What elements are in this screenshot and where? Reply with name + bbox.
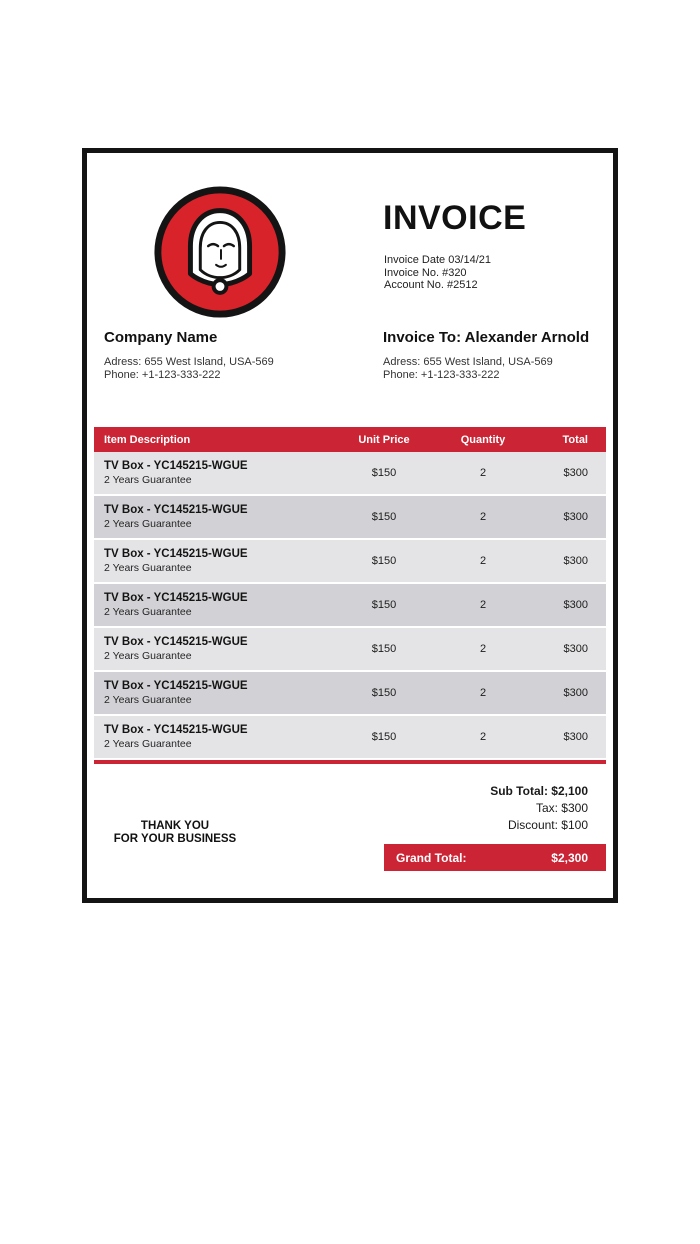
item-name: TV Box - YC145215-WGUE	[104, 548, 248, 560]
item-guarantee: 2 Years Guarantee	[104, 518, 192, 530]
item-total: $300	[563, 511, 588, 523]
item-unit-price: $150	[371, 467, 397, 479]
header-quantity: Quantity	[460, 433, 506, 446]
thank-you-line1: THANK YOU	[140, 820, 210, 832]
item-quantity: 2	[479, 511, 487, 523]
grand-total-bar	[384, 844, 606, 871]
table-header-row	[94, 427, 606, 452]
header-item-description: Item Description	[104, 433, 191, 446]
bill-to-name: Invoice To: Alexander Arnold	[383, 329, 590, 346]
invoice-number: Invoice No. #320	[384, 266, 467, 279]
table-row	[94, 452, 606, 496]
item-guarantee: 2 Years Guarantee	[104, 606, 192, 618]
thank-you-note	[87, 820, 263, 846]
item-quantity: 2	[479, 731, 487, 743]
item-quantity: 2	[479, 599, 487, 611]
item-unit-price: $150	[371, 555, 397, 567]
item-unit-price: $150	[371, 687, 397, 699]
company-block	[104, 329, 274, 382]
item-total: $300	[563, 555, 588, 567]
item-name: TV Box - YC145215-WGUE	[104, 504, 248, 516]
table-row	[94, 716, 606, 760]
item-quantity: 2	[479, 555, 487, 567]
item-guarantee: 2 Years Guarantee	[104, 474, 192, 486]
item-unit-price: $150	[371, 599, 397, 611]
account-number: Account No. #2512	[384, 279, 478, 291]
bill-to-block	[383, 329, 589, 382]
items-table	[94, 427, 606, 760]
item-total: $300	[563, 467, 588, 479]
company-name: Company Name	[104, 329, 218, 346]
thank-you-line2: FOR YOUR BUSINESS	[113, 833, 237, 845]
table-row	[94, 584, 606, 628]
table-row	[94, 496, 606, 540]
item-unit-price: $150	[371, 731, 397, 743]
table-row	[94, 540, 606, 584]
item-guarantee: 2 Years Guarantee	[104, 562, 192, 574]
item-name: TV Box - YC145215-WGUE	[104, 724, 248, 736]
item-name: TV Box - YC145215-WGUE	[104, 636, 248, 648]
item-name: TV Box - YC145215-WGUE	[104, 680, 248, 692]
table-row	[94, 628, 606, 672]
item-quantity: 2	[479, 467, 487, 479]
table-row	[94, 672, 606, 716]
invoice-date: Invoice Date 03/14/21	[384, 254, 492, 266]
item-unit-price: $150	[371, 643, 397, 655]
header-total: Total	[562, 433, 588, 446]
grand-total-value: $2,300	[551, 850, 588, 865]
bill-to-address: Adress: 655 West Island, USA-569	[383, 356, 553, 368]
header-unit-price: Unit Price	[358, 433, 410, 446]
invoice-card	[82, 148, 618, 903]
company-address: Adress: 655 West Island, USA-569	[104, 356, 274, 368]
company-phone: Phone: +1-123-333-222	[104, 369, 221, 381]
item-guarantee: 2 Years Guarantee	[104, 738, 192, 750]
bill-to-phone: Phone: +1-123-333-222	[383, 369, 500, 381]
tax: Tax: $300	[535, 801, 588, 815]
company-logo	[151, 183, 289, 321]
item-unit-price: $150	[371, 511, 397, 523]
table-bottom-divider	[94, 760, 606, 764]
item-name: TV Box - YC145215-WGUE	[104, 592, 248, 604]
item-guarantee: 2 Years Guarantee	[104, 650, 192, 662]
totals-block	[490, 783, 588, 834]
item-quantity: 2	[479, 687, 487, 699]
item-total: $300	[563, 643, 588, 655]
grand-total-label: Grand Total:	[396, 850, 467, 865]
astronaut-icon	[151, 183, 289, 321]
item-total: $300	[563, 731, 588, 743]
item-guarantee: 2 Years Guarantee	[104, 694, 192, 706]
sub-total: Sub Total: $2,100	[490, 784, 588, 798]
item-total: $300	[563, 687, 588, 699]
item-name: TV Box - YC145215-WGUE	[104, 460, 248, 472]
item-quantity: 2	[479, 643, 487, 655]
item-total: $300	[563, 599, 588, 611]
invoice-title: INVOICE	[383, 199, 527, 237]
invoice-meta	[384, 254, 491, 292]
discount: Discount: $100	[507, 818, 588, 832]
